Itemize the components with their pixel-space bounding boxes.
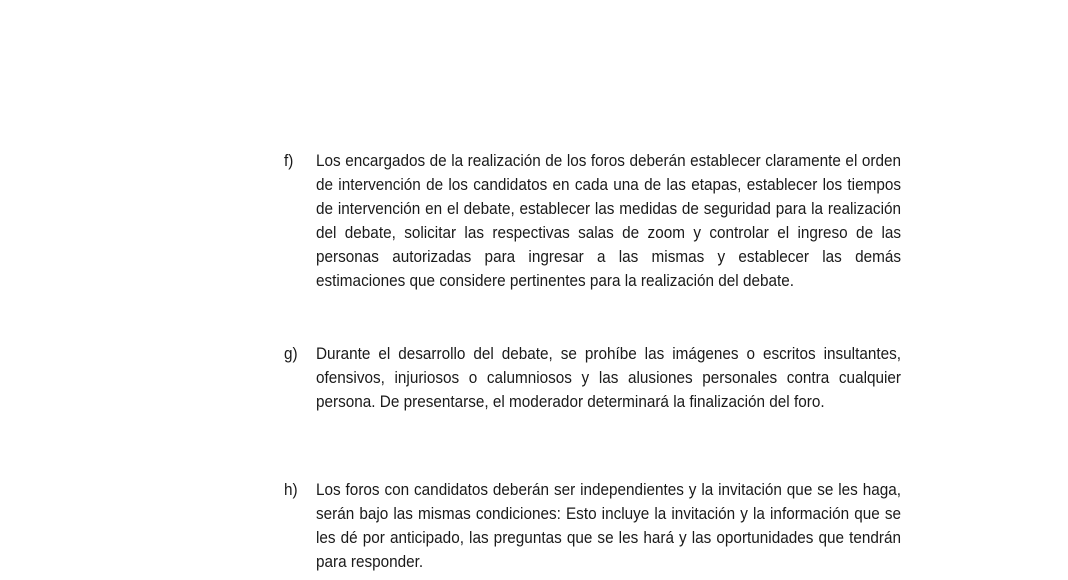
- paragraph-text: Los encargados de la realización de los foros deberán establecer claramente el orden de intervención de los candidatos en cada una de las etapas, establecer los tiempos de intervención en el debate, establecer las medidas de seguridad para la realización del debate, solicitar las respectivas salas de zoom y controlar el ingreso de las personas autorizadas para ingresar a las mismas y establecer las demás estimaciones que considere pertinentes para la realización del debate.: [316, 151, 901, 290]
- list-marker: f): [284, 151, 294, 170]
- paragraph-text: Durante el desarrollo del debate, se prohíbe las imágenes o escritos insultantes, ofensivos, injuriosos o calumniosos y las alusiones personales contra cualquier persona. De presentarse, el moderador determinará la finalización del foro.: [316, 344, 901, 411]
- list-marker: g): [284, 344, 298, 363]
- list-marker: h): [284, 480, 298, 499]
- paragraph-text: Los foros con candidatos deberán ser independientes y la invitación que se les haga, serán bajo las mismas condiciones: Esto incluye la invitación y la información que se les dé por anticipado, las preguntas que se les hará y las oportunidades que tendrán para responder.: [316, 480, 901, 571]
